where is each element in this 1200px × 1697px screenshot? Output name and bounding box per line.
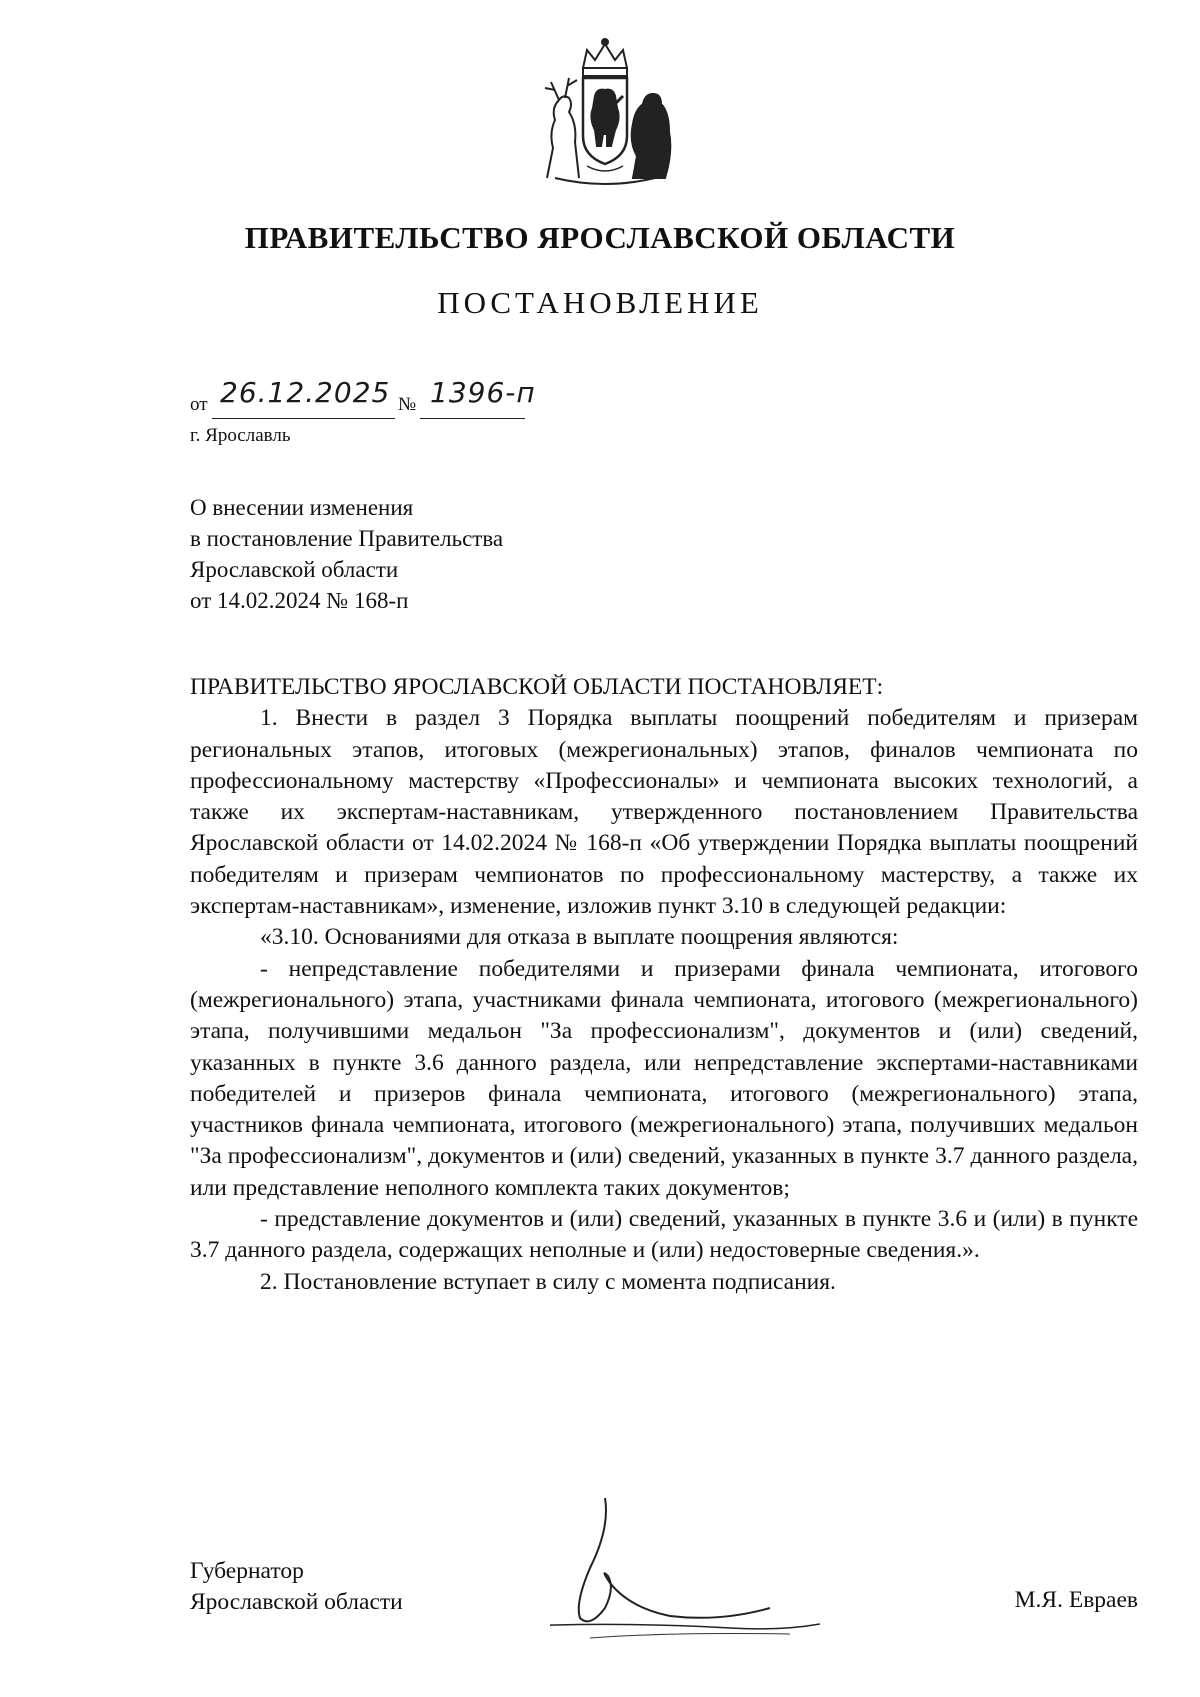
government-title: ПРАВИТЕЛЬСТВО ЯРОСЛАВСКОЙ ОБЛАСТИ — [244, 220, 956, 255]
number-underline — [420, 418, 525, 419]
document-subject — [190, 492, 503, 616]
signer-name: М.Я. Евраев — [1014, 1587, 1138, 1613]
number-prefix: № — [398, 394, 417, 415]
registration-line — [190, 376, 610, 420]
clause-3-10-heading: «3.10. Основаниями для отказа в выплате поощрения являются: — [260, 924, 899, 951]
coat-of-arms-icon — [525, 38, 685, 188]
subject-line: О внесении изменения — [190, 495, 414, 520]
decree-heading: ПРАВИТЕЛЬСТВО ЯРОСЛАВСКОЙ ОБЛАСТИ ПОСТАНОВЛЯЕТ: — [190, 674, 884, 700]
item-2: 2. Постановление вступает в силу с момента подписания. — [260, 1268, 836, 1295]
clause-3-10-point-b: - представление документов и (или) сведений, указанных в пункте 3.6 и (или) в пункте 3.7 данного раздела, содержащих неполные и (или) недостоверные сведения.». — [190, 1206, 1138, 1264]
date-underline — [212, 418, 395, 419]
document-type: ПОСТАНОВЛЕНИЕ — [437, 285, 763, 320]
item-1: 1. Внести в раздел 3 Порядка выплаты поощрений победителям и призерам региональных этапов, итоговых (межрегиональных) этапов, финалов чемпионата по профессиональному мастерству «Профессионалы» и чемпионата высоких технологий, а также их экспертам-наставникам, утвержденного постановлением Правительства Ярославской области от 14.02.2024 № 168-п «Об утверждении Порядка выплаты поощрений победителям и призерам чемпионатов по профессиональному мастерству, а также их экспертам-наставникам», изменение, изложив пункт 3.10 в следующей редакции: — [190, 705, 1138, 920]
clause-3-10-point-a: - непредставление победителями и призерами финала чемпионата, итогового (межрегионального) этапа, участниками финала чемпионата, итогового (межрегионального) этапа, получившими медальон "За профессионализм", документов и (или) сведений, указанных в пункте 3.6 данного раздела, или непредставление экспертами-наставниками победителей и призеров финала чемпионата, итогового (межрегионального) этапа, участников финала чемпионата, итогового (межрегионального) этапа, получивших медальон "За профессионализм", документов и (или) сведений, указанных в пункте 3.7 данного раздела, или представление неполного комплекта таких документов; — [190, 955, 1138, 1201]
subject-line: Ярославской области — [190, 557, 399, 582]
subject-line: от 14.02.2024 № 168-п — [190, 588, 409, 613]
handwritten-signature — [550, 1488, 850, 1648]
signer-position — [190, 1556, 403, 1618]
subject-line: в постановление Правительства — [190, 526, 504, 551]
document-body — [190, 672, 1138, 1298]
position-line: Губернатор — [190, 1558, 304, 1584]
city: г. Ярославль — [190, 425, 291, 446]
position-line: Ярославской области — [190, 1589, 403, 1615]
registration-date: 26.12.2025 — [220, 376, 391, 409]
date-prefix: от — [190, 394, 208, 415]
registration-number: 1396-п — [430, 376, 536, 409]
